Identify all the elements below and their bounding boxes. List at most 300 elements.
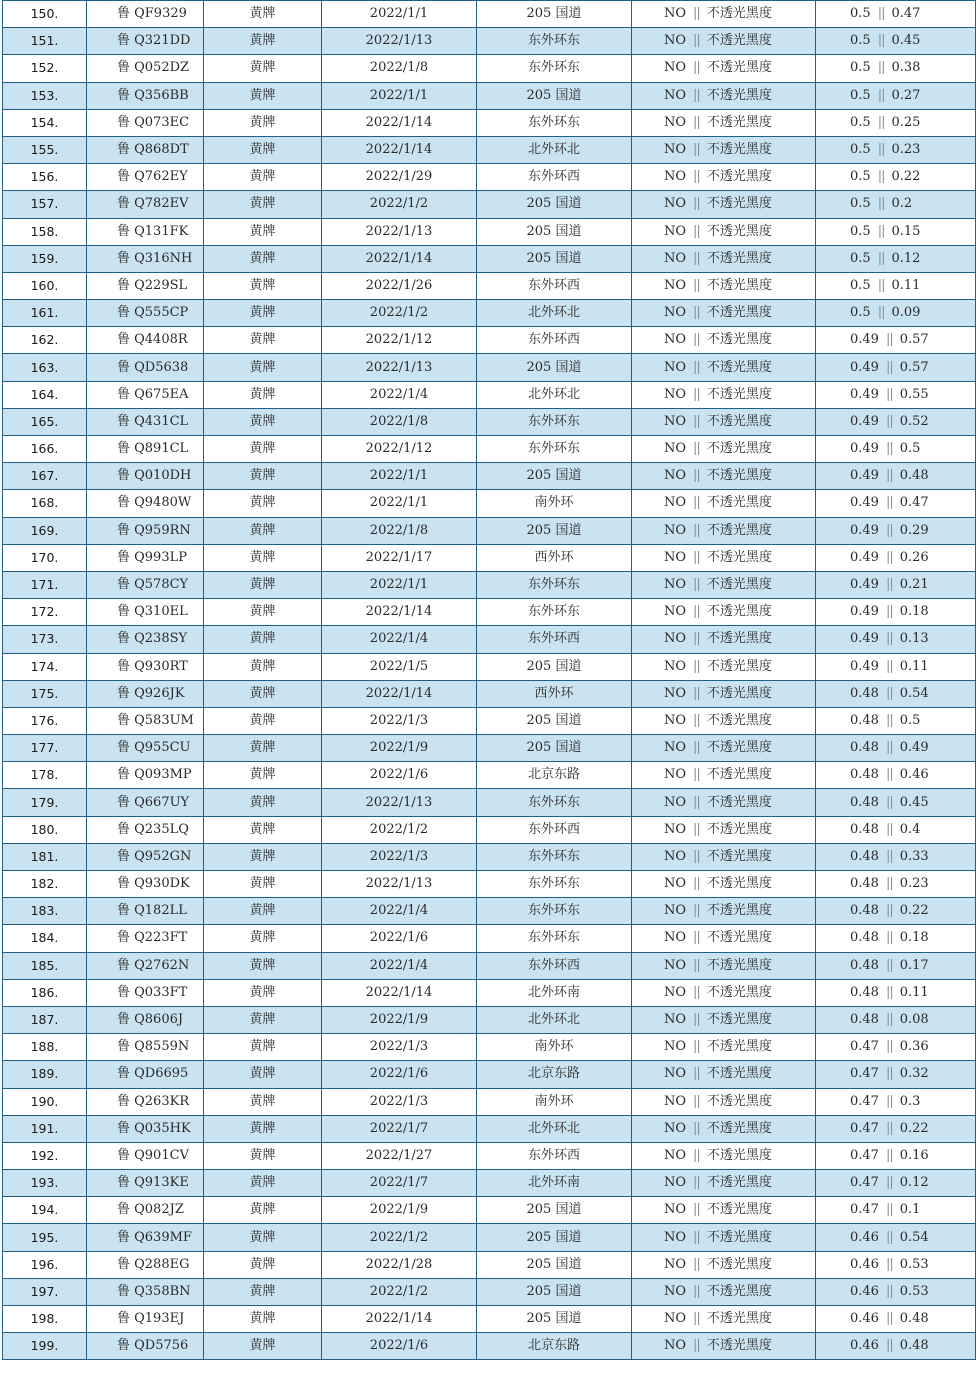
check-date: 2022/1/8 — [369, 522, 429, 538]
test-item-cell — [632, 707, 816, 734]
test-item: 不透光黑度 — [706, 169, 772, 185]
measured-value: 0.4 — [899, 821, 921, 837]
measurement-cell — [816, 680, 976, 707]
column-separator: || — [885, 441, 893, 457]
plate-type-cell — [204, 1088, 322, 1115]
plate-cell — [87, 218, 204, 245]
table-row — [3, 28, 976, 55]
table-row — [3, 979, 976, 1006]
test-item-cell — [632, 82, 816, 109]
row-number-cell — [3, 979, 87, 1006]
road-location: 205 国道 — [526, 6, 582, 22]
measurement-cell — [816, 925, 976, 952]
row-number-cell — [3, 245, 87, 272]
column-separator: || — [877, 250, 885, 266]
test-item: 不透光黑度 — [706, 604, 772, 620]
plate-number: 鲁 Q321DD — [117, 33, 191, 49]
check-date: 2022/1/3 — [369, 848, 429, 864]
row-number: 159. — [30, 250, 59, 266]
plate-type-cell — [204, 55, 322, 82]
plate-number: 鲁 Q901CV — [117, 1147, 189, 1163]
column-separator: || — [693, 495, 700, 511]
column-separator: || — [693, 413, 700, 429]
plate-type-cell — [204, 354, 322, 381]
road-cell — [477, 925, 632, 952]
table-row — [3, 1006, 976, 1033]
plate-type: 黄牌 — [249, 712, 276, 728]
check-date: 2022/1/26 — [365, 277, 433, 293]
plate-type: 黄牌 — [249, 359, 276, 375]
plate-type: 黄牌 — [249, 1256, 276, 1272]
row-number-cell — [3, 898, 87, 925]
plate-cell — [87, 463, 204, 490]
row-number: 169. — [30, 522, 59, 538]
result-flag: NO — [664, 6, 687, 22]
measured-value: 0.21 — [899, 577, 929, 593]
row-number-cell — [3, 272, 87, 299]
check-date: 2022/1/2 — [369, 305, 429, 321]
measurement-cell — [816, 1115, 976, 1142]
column-separator: || — [693, 1012, 700, 1028]
row-number-cell — [3, 1034, 87, 1061]
date-cell — [322, 300, 477, 327]
measured-value: 0.13 — [899, 631, 929, 647]
row-number-cell — [3, 871, 87, 898]
test-item-cell — [632, 898, 816, 925]
road-location: 东外环西 — [527, 169, 580, 185]
column-separator: || — [885, 1012, 893, 1028]
table-row — [3, 1115, 976, 1142]
plate-number: 鲁 Q959RN — [117, 522, 191, 538]
row-number: 196. — [30, 1256, 59, 1272]
plate-type-cell — [204, 680, 322, 707]
measurement-cell — [816, 109, 976, 136]
test-item: 不透光黑度 — [706, 1039, 772, 1055]
test-item: 不透光黑度 — [706, 277, 772, 293]
result-flag: NO — [664, 794, 687, 810]
table-row — [3, 843, 976, 870]
row-number: 162. — [30, 332, 59, 348]
measurement-cell — [816, 816, 976, 843]
test-item-cell — [632, 136, 816, 163]
check-date: 2022/1/2 — [369, 1229, 429, 1245]
result-flag: NO — [664, 250, 687, 266]
road-cell — [477, 1170, 632, 1197]
limit-value: 0.5 — [850, 250, 871, 266]
column-separator: || — [693, 984, 700, 1000]
date-cell — [322, 28, 477, 55]
result-flag: NO — [664, 1256, 687, 1272]
date-cell — [322, 599, 477, 626]
plate-number: 鲁 Q9480W — [117, 495, 192, 511]
test-item-cell — [632, 55, 816, 82]
plate-number: 鲁 Q930RT — [117, 658, 188, 674]
check-date: 2022/1/14 — [365, 114, 433, 130]
limit-value: 0.47 — [850, 1120, 879, 1136]
plate-cell — [87, 517, 204, 544]
limit-value: 0.49 — [850, 604, 879, 620]
plate-cell — [87, 1306, 204, 1333]
test-item-cell — [632, 354, 816, 381]
plate-type-cell — [204, 1251, 322, 1278]
plate-type-cell — [204, 300, 322, 327]
plate-number: 鲁 Q926JK — [117, 685, 185, 701]
table-row — [3, 109, 976, 136]
limit-value: 0.5 — [850, 33, 871, 49]
test-item-cell — [632, 218, 816, 245]
row-number-cell — [3, 327, 87, 354]
row-number: 198. — [30, 1311, 59, 1327]
test-item-cell — [632, 789, 816, 816]
measurement-cell — [816, 272, 976, 299]
table-row — [3, 925, 976, 952]
measurement-cell — [816, 517, 976, 544]
plate-type: 黄牌 — [249, 441, 276, 457]
road-location: 东外环西 — [527, 631, 580, 647]
row-number: 164. — [30, 386, 59, 402]
date-cell — [322, 1061, 477, 1088]
column-separator: || — [693, 604, 700, 620]
column-separator: || — [693, 577, 700, 593]
column-separator: || — [877, 6, 885, 22]
date-cell — [322, 925, 477, 952]
table-row — [3, 463, 976, 490]
limit-value: 0.49 — [850, 549, 879, 565]
road-location: 东外环东 — [527, 413, 580, 429]
measurement-cell — [816, 381, 976, 408]
row-number-cell — [3, 735, 87, 762]
road-location: 西外环 — [534, 549, 574, 565]
result-flag: NO — [664, 277, 687, 293]
measurement-cell — [816, 436, 976, 463]
measured-value: 0.11 — [899, 658, 929, 674]
result-flag: NO — [664, 196, 687, 212]
table-row — [3, 218, 976, 245]
row-number-cell — [3, 571, 87, 598]
table-row — [3, 789, 976, 816]
test-item-cell — [632, 1115, 816, 1142]
column-separator: || — [885, 604, 893, 620]
test-item-cell — [632, 1333, 816, 1360]
road-location: 东外环东 — [527, 876, 580, 892]
plate-number: 鲁 Q955CU — [117, 740, 191, 756]
road-location: 东外环东 — [527, 114, 580, 130]
plate-cell — [87, 55, 204, 82]
road-location: 205 国道 — [526, 196, 582, 212]
plate-cell — [87, 1170, 204, 1197]
date-cell — [322, 1, 477, 28]
result-flag: NO — [664, 87, 687, 103]
table-row — [3, 1197, 976, 1224]
measurement-cell — [816, 979, 976, 1006]
road-cell — [477, 1115, 632, 1142]
limit-value: 0.48 — [850, 930, 879, 946]
plate-number: 鲁 Q238SY — [117, 631, 188, 647]
row-number: 190. — [30, 1093, 59, 1109]
date-cell — [322, 898, 477, 925]
measured-value: 0.09 — [891, 305, 921, 321]
measured-value: 0.57 — [899, 359, 929, 375]
road-location: 南外环 — [534, 1093, 574, 1109]
date-cell — [322, 1115, 477, 1142]
row-number: 187. — [30, 1012, 59, 1028]
road-location: 东外环东 — [527, 441, 580, 457]
check-date: 2022/1/1 — [369, 468, 429, 484]
plate-number: 鲁 Q082JZ — [117, 1202, 184, 1218]
plate-type: 黄牌 — [249, 604, 276, 620]
limit-value: 0.46 — [850, 1311, 879, 1327]
test-item-cell — [632, 925, 816, 952]
check-date: 2022/1/4 — [369, 957, 429, 973]
column-separator: || — [693, 930, 700, 946]
plate-type: 黄牌 — [249, 1012, 276, 1028]
road-location: 东外环东 — [527, 577, 580, 593]
plate-type-cell — [204, 925, 322, 952]
date-cell — [322, 408, 477, 435]
date-cell — [322, 871, 477, 898]
table-row — [3, 408, 976, 435]
plate-type-cell — [204, 490, 322, 517]
row-number: 186. — [30, 984, 59, 1000]
road-cell — [477, 1251, 632, 1278]
road-cell — [477, 164, 632, 191]
road-location: 205 国道 — [526, 223, 582, 239]
road-location: 东外环东 — [527, 903, 580, 919]
limit-value: 0.5 — [850, 60, 871, 76]
result-flag: NO — [664, 495, 687, 511]
column-separator: || — [885, 1229, 893, 1245]
road-location: 西外环 — [534, 685, 574, 701]
plate-type-cell — [204, 109, 322, 136]
plate-cell — [87, 109, 204, 136]
row-number: 195. — [30, 1229, 59, 1245]
row-number: 180. — [30, 821, 59, 837]
measured-value: 0.26 — [899, 549, 929, 565]
measurement-cell — [816, 789, 976, 816]
row-number-cell — [3, 191, 87, 218]
plate-type: 黄牌 — [249, 848, 276, 864]
measurement-cell — [816, 952, 976, 979]
plate-number: 鲁 Q073EC — [117, 114, 190, 130]
measurement-cell — [816, 571, 976, 598]
row-number-cell — [3, 1251, 87, 1278]
plate-number: 鲁 Q263KR — [117, 1093, 190, 1109]
measured-value: 0.45 — [891, 33, 921, 49]
measured-value: 0.55 — [899, 386, 929, 402]
limit-value: 0.5 — [850, 114, 871, 130]
column-separator: || — [885, 821, 893, 837]
road-cell — [477, 55, 632, 82]
test-item-cell — [632, 1170, 816, 1197]
plate-type-cell — [204, 1278, 322, 1305]
row-number-cell — [3, 408, 87, 435]
limit-value: 0.48 — [850, 984, 879, 1000]
plate-type: 黄牌 — [249, 930, 276, 946]
measurement-cell — [816, 898, 976, 925]
date-cell — [322, 436, 477, 463]
measurement-cell — [816, 544, 976, 571]
column-separator: || — [877, 33, 885, 49]
road-cell — [477, 1088, 632, 1115]
limit-value: 0.47 — [850, 1039, 879, 1055]
plate-cell — [87, 626, 204, 653]
limit-value: 0.5 — [850, 305, 871, 321]
test-item-cell — [632, 327, 816, 354]
row-number: 171. — [30, 577, 59, 593]
plate-cell — [87, 979, 204, 1006]
column-separator: || — [693, 1283, 700, 1299]
column-separator: || — [693, 359, 700, 375]
row-number-cell — [3, 1278, 87, 1305]
plate-type: 黄牌 — [249, 740, 276, 756]
column-separator: || — [885, 712, 893, 728]
measurement-cell — [816, 164, 976, 191]
row-number: 175. — [30, 685, 59, 701]
plate-cell — [87, 82, 204, 109]
test-item-cell — [632, 1, 816, 28]
column-separator: || — [877, 142, 885, 158]
test-item-cell — [632, 490, 816, 517]
table-row — [3, 680, 976, 707]
limit-value: 0.5 — [850, 6, 871, 22]
test-item-cell — [632, 1224, 816, 1251]
table-row — [3, 354, 976, 381]
measured-value: 0.47 — [891, 6, 921, 22]
row-number-cell — [3, 1224, 87, 1251]
plate-type-cell — [204, 762, 322, 789]
limit-value: 0.48 — [850, 957, 879, 973]
road-location: 205 国道 — [526, 468, 582, 484]
row-number: 199. — [30, 1338, 59, 1354]
road-cell — [477, 28, 632, 55]
road-location: 北京东路 — [527, 1066, 580, 1082]
row-number: 157. — [30, 196, 59, 212]
check-date: 2022/1/4 — [369, 631, 429, 647]
column-separator: || — [885, 522, 893, 538]
limit-value: 0.47 — [850, 1175, 879, 1191]
table-row — [3, 1224, 976, 1251]
table-row — [3, 1, 976, 28]
result-flag: NO — [664, 33, 687, 49]
column-separator: || — [885, 1120, 893, 1136]
date-cell — [322, 82, 477, 109]
column-separator: || — [693, 196, 700, 212]
test-item: 不透光黑度 — [706, 60, 772, 76]
limit-value: 0.49 — [850, 332, 879, 348]
row-number: 152. — [30, 60, 59, 76]
plate-number: 鲁 QD6695 — [117, 1066, 189, 1082]
test-item: 不透光黑度 — [706, 767, 772, 783]
result-flag: NO — [664, 1093, 687, 1109]
road-cell — [477, 245, 632, 272]
table-row — [3, 707, 976, 734]
plate-type: 黄牌 — [249, 1283, 276, 1299]
check-date: 2022/1/13 — [365, 794, 433, 810]
plate-type: 黄牌 — [249, 1311, 276, 1327]
test-item-cell — [632, 191, 816, 218]
plate-type-cell — [204, 218, 322, 245]
test-item: 不透光黑度 — [706, 848, 772, 864]
check-date: 2022/1/27 — [365, 1147, 433, 1163]
road-location: 205 国道 — [526, 1311, 582, 1327]
road-cell — [477, 327, 632, 354]
road-cell — [477, 1306, 632, 1333]
column-separator: || — [885, 631, 893, 647]
date-cell — [322, 653, 477, 680]
check-date: 2022/1/14 — [365, 142, 433, 158]
row-number: 170. — [30, 549, 59, 565]
table-row — [3, 381, 976, 408]
plate-type-cell — [204, 1224, 322, 1251]
plate-number: 鲁 Q010DH — [117, 468, 192, 484]
road-cell — [477, 979, 632, 1006]
row-number: 193. — [30, 1175, 59, 1191]
row-number: 165. — [30, 413, 59, 429]
road-location: 205 国道 — [526, 1202, 582, 1218]
plate-type-cell — [204, 136, 322, 163]
result-flag: NO — [664, 767, 687, 783]
check-date: 2022/1/13 — [365, 223, 433, 239]
column-separator: || — [885, 685, 893, 701]
road-cell — [477, 463, 632, 490]
row-number: 172. — [30, 604, 59, 620]
row-number-cell — [3, 55, 87, 82]
measurement-cell — [816, 1034, 976, 1061]
result-flag: NO — [664, 305, 687, 321]
measurement-cell — [816, 599, 976, 626]
date-cell — [322, 735, 477, 762]
plate-type: 黄牌 — [249, 413, 276, 429]
table-row — [3, 653, 976, 680]
plate-cell — [87, 1142, 204, 1169]
measured-value: 0.36 — [899, 1039, 929, 1055]
column-separator: || — [885, 740, 893, 756]
measured-value: 0.54 — [899, 685, 929, 701]
plate-type-cell — [204, 517, 322, 544]
road-cell — [477, 490, 632, 517]
date-cell — [322, 109, 477, 136]
plate-type: 黄牌 — [249, 984, 276, 1000]
row-number: 179. — [30, 794, 59, 810]
result-flag: NO — [664, 740, 687, 756]
plate-type: 黄牌 — [249, 277, 276, 293]
row-number-cell — [3, 843, 87, 870]
result-flag: NO — [664, 522, 687, 538]
column-separator: || — [693, 1229, 700, 1245]
test-item-cell — [632, 1034, 816, 1061]
plate-type: 黄牌 — [249, 767, 276, 783]
column-separator: || — [693, 277, 700, 293]
result-flag: NO — [664, 1066, 687, 1082]
table-row — [3, 1251, 976, 1278]
date-cell — [322, 789, 477, 816]
check-date: 2022/1/5 — [369, 658, 429, 674]
test-item-cell — [632, 979, 816, 1006]
measured-value: 0.22 — [899, 1120, 929, 1136]
plate-type-cell — [204, 28, 322, 55]
column-separator: || — [693, 522, 700, 538]
road-cell — [477, 707, 632, 734]
test-item: 不透光黑度 — [706, 1202, 772, 1218]
result-flag: NO — [664, 821, 687, 837]
column-separator: || — [693, 821, 700, 837]
row-number-cell — [3, 626, 87, 653]
plate-cell — [87, 571, 204, 598]
road-location: 东外环东 — [527, 930, 580, 946]
plate-type: 黄牌 — [249, 549, 276, 565]
check-date: 2022/1/29 — [365, 169, 433, 185]
test-item-cell — [632, 816, 816, 843]
